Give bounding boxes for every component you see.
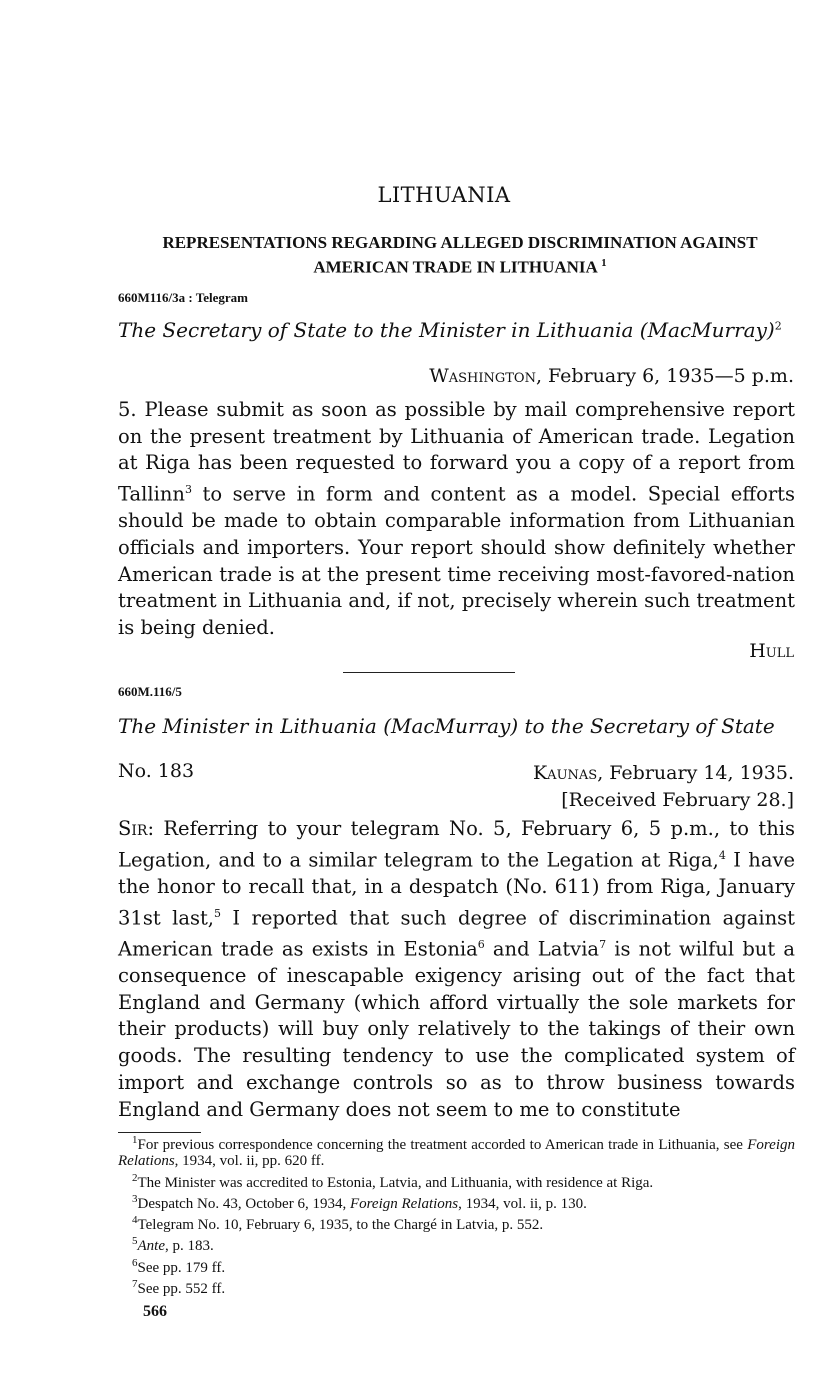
document-heading-1-text: The Secretary of State to the Minister in Lithuania (MacMurray) [118,318,775,342]
signature-1 [749,640,794,662]
footnote-text: Telegram No. 10, February 6, 1935, to the Chargé in Latvia, p. 552. [137,1217,544,1234]
dateline-1-date: , February 6, 1935—5 p.m. [535,365,794,387]
footnote-text: See pp. 179 ff. [137,1259,226,1276]
footnote-text: , 1934, vol. ii, pp. 620 ff. [174,1153,325,1170]
despatch-text-a: : Referring to your telegram No. 5, February 6, 5 p.m., to this Legation, and to a similar telegram to the Legation at Riga, [118,817,795,872]
section-heading [110,232,810,278]
file-number-2: 660M.116/5 [118,684,182,699]
document-heading-2: The Minister in Lithuania (MacMurray) to the Secretary of State [118,714,775,738]
received-line: [Received February 28.] [561,789,794,811]
footnote-ref-4: 4 [718,848,726,862]
despatch-text-c: I reported that such degree of discrimination against American trade as exists in Estonia [118,906,796,961]
footnote-mark: 6 [132,1256,138,1269]
file-number-1: 660M116/3a : Telegram [118,290,248,305]
footnote-mark: 5 [132,1235,138,1248]
telegram-body [118,397,795,642]
footnote-mark: 3 [132,1192,138,1205]
footnote-text: For previous correspondence concerning the treatment accorded to American trade in Lithuania, see [137,1137,748,1153]
despatch-text-e: is not wilful but a consequence of inescapable exigency arising out of the fact that England and Germany (which afford virtually the sole markets for their products) will buy only relatively to the takings of their own goods. The resulting tendency to use the complicated system of import and exchange controls so as to throw business towards England and Germany does not seem to me to constitute [118,937,795,1121]
despatch-text-d: and Latvia [484,937,600,961]
page-title: LITHUANIA [377,183,511,207]
salutation: Sir [118,817,148,840]
dateline-2-place: Kaunas [532,762,598,784]
section-heading-line2: AMERICAN TRADE IN LITHUANIA [313,257,597,277]
footnote-ref-1: 1 [601,257,607,269]
footnote-1 [118,1132,795,1170]
footnote-text: Despatch No. 43, October 6, 1934, [137,1195,350,1212]
footnotes [118,1132,795,1297]
footnote-7 [118,1276,795,1297]
page-number: 566 [143,1303,167,1320]
footnote-6 [118,1255,795,1276]
footnote-italic: Ante [137,1238,165,1255]
footnote-ref-6: 6 [477,937,485,951]
footnote-mark: 4 [132,1214,138,1227]
dateline-2-date: , February 14, 1935. [597,762,794,784]
footnote-ref-7: 7 [599,937,607,951]
footnote-text: , 1934, vol. ii, p. 130. [458,1195,587,1212]
despatch-text-b: I have the honor to recall that, in a despatch (No. 611) from Riga, January 31st last, [118,848,796,930]
dateline-2 [533,762,794,784]
telegram-text-b: to serve in form and content as a model. Special efforts should be made to obtain comparable information from Lithuanian officials and importers. Your report should show definitely whether American trade is at the present time receiving most-favored-nation treatment in Lithuania and, if not, precisely wherein such treatment is being denied. [118,482,795,640]
footnote-ref-3: 3 [184,483,192,497]
dateline-1-place: Washington [429,365,536,387]
footnote-5 [118,1233,795,1254]
section-divider [343,672,515,673]
signature-1-text: Hull [749,640,794,662]
footnote-4 [118,1212,795,1233]
footnote-mark: 7 [132,1278,138,1291]
footnote-mark: 1 [132,1134,138,1146]
footnote-3 [118,1191,795,1212]
despatch-body [118,816,795,1123]
telegram-text-a: 5. Please submit as soon as possible by mail comprehensive report on the present treatment by Lithuania of American trade. Legation at Riga has been requested to forward you a copy of a report from Tallinn [118,398,795,506]
footnote-text: See pp. 552 ff. [137,1281,226,1298]
footnote-ref-5: 5 [214,906,221,920]
footnote-italic: Foreign Relations [349,1195,459,1212]
footnote-ref-2: 2 [774,319,782,333]
footnote-2 [118,1170,795,1191]
document-heading-1 [118,318,795,342]
section-heading-line1: REPRESENTATIONS REGARDING ALLEGED DISCRIMINATION AGAINST [162,233,758,252]
dateline-1 [429,365,794,387]
footnote-italic: Foreign Relations [118,1137,795,1170]
footnote-text: The Minister was accredited to Estonia, Latvia, and Lithuania, with residence at Riga. [137,1174,654,1191]
footnote-text: , p. 183. [165,1238,214,1255]
despatch-number: No. 183 [118,760,195,782]
footnote-mark: 2 [132,1171,138,1184]
